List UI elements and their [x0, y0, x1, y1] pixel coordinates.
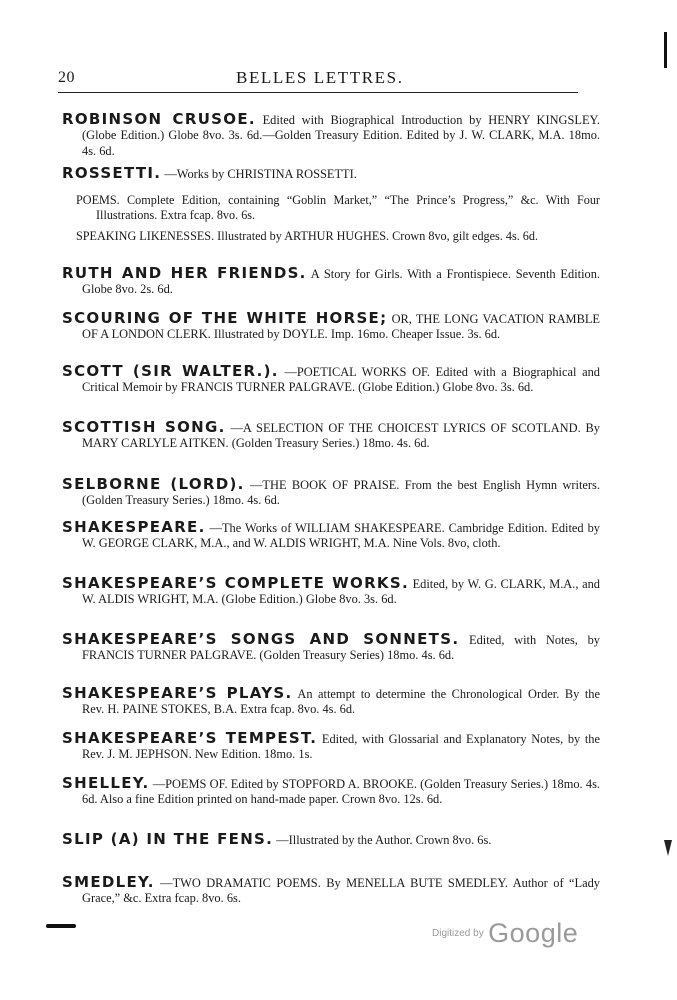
entry-text: —POETICAL WORKS OF. Edited with a Biographical and Critical Memoir by FRANCIS TURNER PALGRAVE. (Globe Edition.) Globe 8vo. 3s. 6d. — [82, 365, 600, 395]
entry-text: OR, THE LONG VACATION RAMBLE OF A LONDON CLERK. Illustrated by DOYLE. Imp. 16mo. Cheaper Issue. 3s. 6d. — [82, 312, 600, 342]
entry-selborne — [62, 477, 600, 509]
google-logo: Google — [488, 918, 579, 948]
entry-headword: SHAKESPEARE’S PLAYS. — [62, 684, 293, 702]
entry-rossetti-poems — [76, 193, 600, 224]
entry-text: A Story for Girls. With a Frontispiece. Seventh Edition. Globe 8vo. 2s. 6d. — [82, 267, 601, 297]
digitized-watermark — [432, 918, 578, 949]
entry-text: Edited, with Glossarial and Explanatory Notes, by the Rev. J. M. JEPHSON. New Edition. 18mo. 1s. — [82, 732, 600, 762]
entry-text: Edited, by W. G. CLARK, M.A., and W. ALDIS WRIGHT, M.A. (Globe Edition.) Globe 8vo. 3s. 6d. — [82, 577, 600, 607]
margin-mark — [664, 32, 667, 68]
entry-scott — [62, 364, 600, 396]
entry-headword: SLIP (A) IN THE FENS. — [62, 830, 274, 848]
entry-headword: SELBORNE (LORD). — [62, 475, 245, 493]
entry-shelley — [62, 776, 600, 808]
entry-rossetti-speaking-likenesses — [76, 229, 600, 244]
running-head: BELLES LETTRES. — [236, 68, 404, 87]
entry-text: —Illustrated by the Author. Crown 8vo. 6s. — [276, 833, 492, 847]
entry-text: —The Works of WILLIAM SHAKESPEARE. Cambridge Edition. Edited by W. GEORGE CLARK, M.A., and W. ALDIS WRIGHT, M.A. Nine Vols. 8vo, cloth. — [82, 521, 600, 551]
page-number: 20 — [58, 69, 75, 86]
entry-scouring-of-the-white-horse — [62, 311, 600, 343]
page-header — [58, 66, 578, 93]
entry-text: —Works by CHRISTINA ROSSETTI. — [164, 167, 357, 181]
entry-headword: SCOTT (SIR WALTER.). — [62, 362, 279, 380]
entry-rossetti — [62, 166, 580, 182]
entry-text: —A SELECTION OF THE CHOICEST LYRICS OF SCOTLAND. By MARY CARLYLE AITKEN. (Golden Treasury Series.) 18mo. 4s. 6d. — [82, 421, 601, 451]
entry-ruth-and-her-friends — [62, 266, 600, 298]
entry-text: POEMS. Complete Edition, containing “Goblin Market,” “The Prince’s Progress,” &c. With Four Illustrations. Extra fcap. 8vo. 6s. — [76, 193, 600, 223]
ink-blot — [46, 924, 76, 928]
margin-arrow-icon — [664, 840, 672, 856]
entry-headword: ROBINSON CRUSOE. — [62, 110, 256, 128]
watermark-prefix: Digitized by — [432, 928, 484, 939]
entry-text: Edited, with Notes, by FRANCIS TURNER PALGRAVE. (Golden Treasury Series) 18mo. 4s. 6d. — [82, 633, 600, 663]
entry-shakespeare — [62, 520, 600, 552]
entry-headword: SCOURING OF THE WHITE HORSE; — [62, 309, 388, 327]
entry-headword: ROSSETTI. — [62, 164, 162, 182]
entry-headword: SHAKESPEARE’S COMPLETE WORKS. — [62, 574, 409, 592]
entry-shakespeares-songs-and-sonnets — [62, 632, 600, 664]
entry-smedley — [62, 875, 600, 907]
entry-headword: SCOTTISH SONG. — [62, 418, 226, 436]
entry-shakespeares-tempest — [62, 731, 600, 763]
entry-scottish-song — [62, 420, 600, 452]
entry-shakespeares-plays — [62, 686, 600, 718]
entry-text: —THE BOOK OF PRAISE. From the best English Hymn writers. (Golden Treasury Series.) 18mo. 4s. 6d. — [82, 478, 600, 508]
entry-headword: RUTH AND HER FRIENDS. — [62, 264, 307, 282]
entry-text: —TWO DRAMATIC POEMS. By MENELLA BUTE SMEDLEY. Author of “Lady Grace,” &c. Extra fcap. 8vo. 6s. — [82, 876, 600, 906]
entry-text: SPEAKING LIKENESSES. Illustrated by ARTHUR HUGHES. Crown 8vo, gilt edges. 4s. 6d. — [76, 229, 539, 243]
entry-headword: SHAKESPEARE’S TEMPEST. — [62, 729, 318, 747]
entry-text: Edited with Biographical Introduction by HENRY KINGSLEY. (Globe Edition.) Globe 8vo. 3s. 6d.—Golden Treasury Edition. Edited by J. W. CLARK, M.A. 18mo. 4s. 6d. — [82, 113, 600, 158]
entry-robinson-crusoe — [62, 112, 600, 159]
entry-shakespeares-complete-works — [62, 576, 600, 608]
entry-headword: SHAKESPEARE. — [62, 518, 206, 536]
entry-text: An attempt to determine the Chronological Order. By the Rev. H. PAINE STOKES, B.A. Extra fcap. 8vo. 4s. 6d. — [82, 687, 600, 717]
entry-headword: SHAKESPEARE’S SONGS AND SONNETS. — [62, 630, 460, 648]
entry-headword: SMEDLEY. — [62, 873, 155, 891]
entry-slip-in-the-fens — [62, 832, 600, 848]
entry-text: —POEMS OF. Edited by STOPFORD A. BROOKE. (Golden Treasury Series.) 18mo. 4s. 6d. Also a fine Edition printed on hand-made paper. Crown 8vo. 12s. 6d. — [82, 777, 600, 807]
entry-headword: SHELLEY. — [62, 774, 150, 792]
